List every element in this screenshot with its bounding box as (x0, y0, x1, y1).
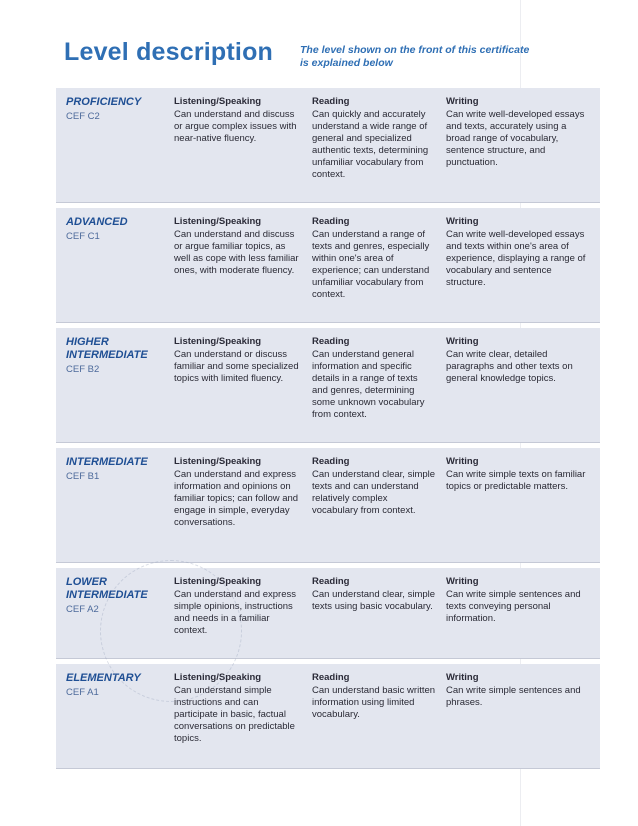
reading-cell (312, 672, 436, 721)
writing-text: Can write well-developed essays and texts within one's area of experience, displaying a range of vocabulary and sentence structure. (446, 229, 586, 288)
listening-speaking-text: Can understand and discuss or argue familiar topics, as well as cope with less familiar ones, with moderate fluency. (174, 229, 299, 276)
writing-text: Can write clear, detailed paragraphs and other texts on general knowledge topics. (446, 349, 573, 384)
reading-cell (312, 456, 436, 517)
listening-speaking-cell (174, 456, 302, 529)
writing-cell (446, 96, 586, 169)
level-code: CEF B2 (66, 364, 100, 375)
level-row-higher-intermediate (56, 328, 600, 443)
reading-cell (312, 576, 436, 613)
reading-heading: Reading (312, 96, 350, 107)
listening-speaking-text: Can understand and express information and opinions on familiar topics; can follow and engage in simple, everyday conversations. (174, 469, 299, 528)
listening-speaking-text: Can understand simple instructions and can participate in basic, factual conversations on predictable topics. (174, 685, 295, 744)
listening-speaking-cell (174, 216, 302, 277)
reading-cell (312, 336, 436, 421)
level-title: ELEMENTARY (66, 672, 141, 684)
reading-heading: Reading (312, 336, 350, 347)
reading-text: Can understand clear, simple texts using basic vocabulary. (312, 589, 436, 612)
writing-cell (446, 216, 586, 289)
writing-text: Can write simple texts on familiar topics or predictable matters. (446, 469, 586, 492)
reading-text: Can understand general information and specific details in a range of texts and genres, determining some unknown vocabulary from context. (312, 349, 425, 420)
writing-cell (446, 672, 586, 709)
page-title: Level description (64, 38, 274, 66)
level-code: CEF C2 (66, 111, 100, 122)
listening-speaking-heading: Listening/Speaking (174, 96, 262, 107)
listening-speaking-text: Can understand and discuss or argue complex issues with near-native fluency. (174, 109, 297, 144)
writing-cell (446, 336, 586, 385)
writing-text: Can write simple sentences and phrases. (446, 685, 581, 708)
writing-cell (446, 576, 586, 625)
faint-seal-stamp (100, 560, 242, 702)
writing-text: Can write simple sentences and texts conveying personal information. (446, 589, 581, 624)
listening-speaking-cell (174, 336, 302, 385)
writing-heading: Writing (446, 216, 479, 227)
level-code: CEF B1 (66, 471, 100, 482)
level-title: PROFICIENCY (66, 96, 142, 108)
writing-text: Can write well-developed essays and texts, accurately using a broad range of vocabulary, sentence structure, and punctuation. (446, 109, 585, 168)
level-row-proficiency (56, 88, 600, 203)
level-title: ADVANCED (66, 216, 128, 228)
writing-heading: Writing (446, 576, 479, 587)
level-name (66, 336, 166, 376)
writing-heading: Writing (446, 336, 479, 347)
reading-cell (312, 96, 436, 181)
level-code: CEF A2 (66, 604, 99, 615)
level-row-advanced (56, 208, 600, 323)
listening-speaking-heading: Listening/Speaking (174, 216, 262, 227)
level-name (66, 456, 166, 483)
listening-speaking-heading: Listening/Speaking (174, 336, 262, 347)
writing-heading: Writing (446, 456, 479, 467)
listening-speaking-text: Can understand and express simple opinions, instructions and needs in a familiar context. (174, 589, 296, 636)
level-title: INTERMEDIATE (66, 456, 148, 468)
reading-heading: Reading (312, 672, 350, 683)
reading-text: Can understand basic written information using limited vocabulary. (312, 685, 436, 720)
writing-heading: Writing (446, 96, 479, 107)
level-name (66, 96, 166, 123)
reading-text: Can quickly and accurately understand a wide range of general and specialized authentic texts, determining unfamiliar vocabulary from context. (312, 109, 429, 180)
intro-note: The level shown on the front of this certificate is explained below (300, 44, 530, 69)
listening-speaking-text: Can understand or discuss familiar and some specialized topics with limited fluency. (174, 349, 299, 384)
reading-text: Can understand a range of texts and genres, especially within one's area of experience; can understand unfamiliar vocabulary from context. (312, 229, 430, 300)
writing-heading: Writing (446, 672, 479, 683)
reading-cell (312, 216, 436, 301)
reading-heading: Reading (312, 216, 350, 227)
level-code: CEF C1 (66, 231, 100, 242)
listening-speaking-heading: Listening/Speaking (174, 576, 262, 587)
listening-speaking-heading: Listening/Speaking (174, 672, 262, 683)
reading-heading: Reading (312, 576, 350, 587)
writing-cell (446, 456, 586, 493)
level-title: LOWER INTERMEDIATE (66, 576, 148, 601)
listening-speaking-cell (174, 96, 302, 145)
level-name (66, 216, 166, 243)
reading-heading: Reading (312, 456, 350, 467)
level-code: CEF A1 (66, 687, 99, 698)
reading-text: Can understand clear, simple texts and can understand relatively complex vocabulary from context. (312, 469, 436, 516)
level-title: HIGHER INTERMEDIATE (66, 336, 148, 361)
listening-speaking-heading: Listening/Speaking (174, 456, 262, 467)
level-row-intermediate (56, 448, 600, 563)
